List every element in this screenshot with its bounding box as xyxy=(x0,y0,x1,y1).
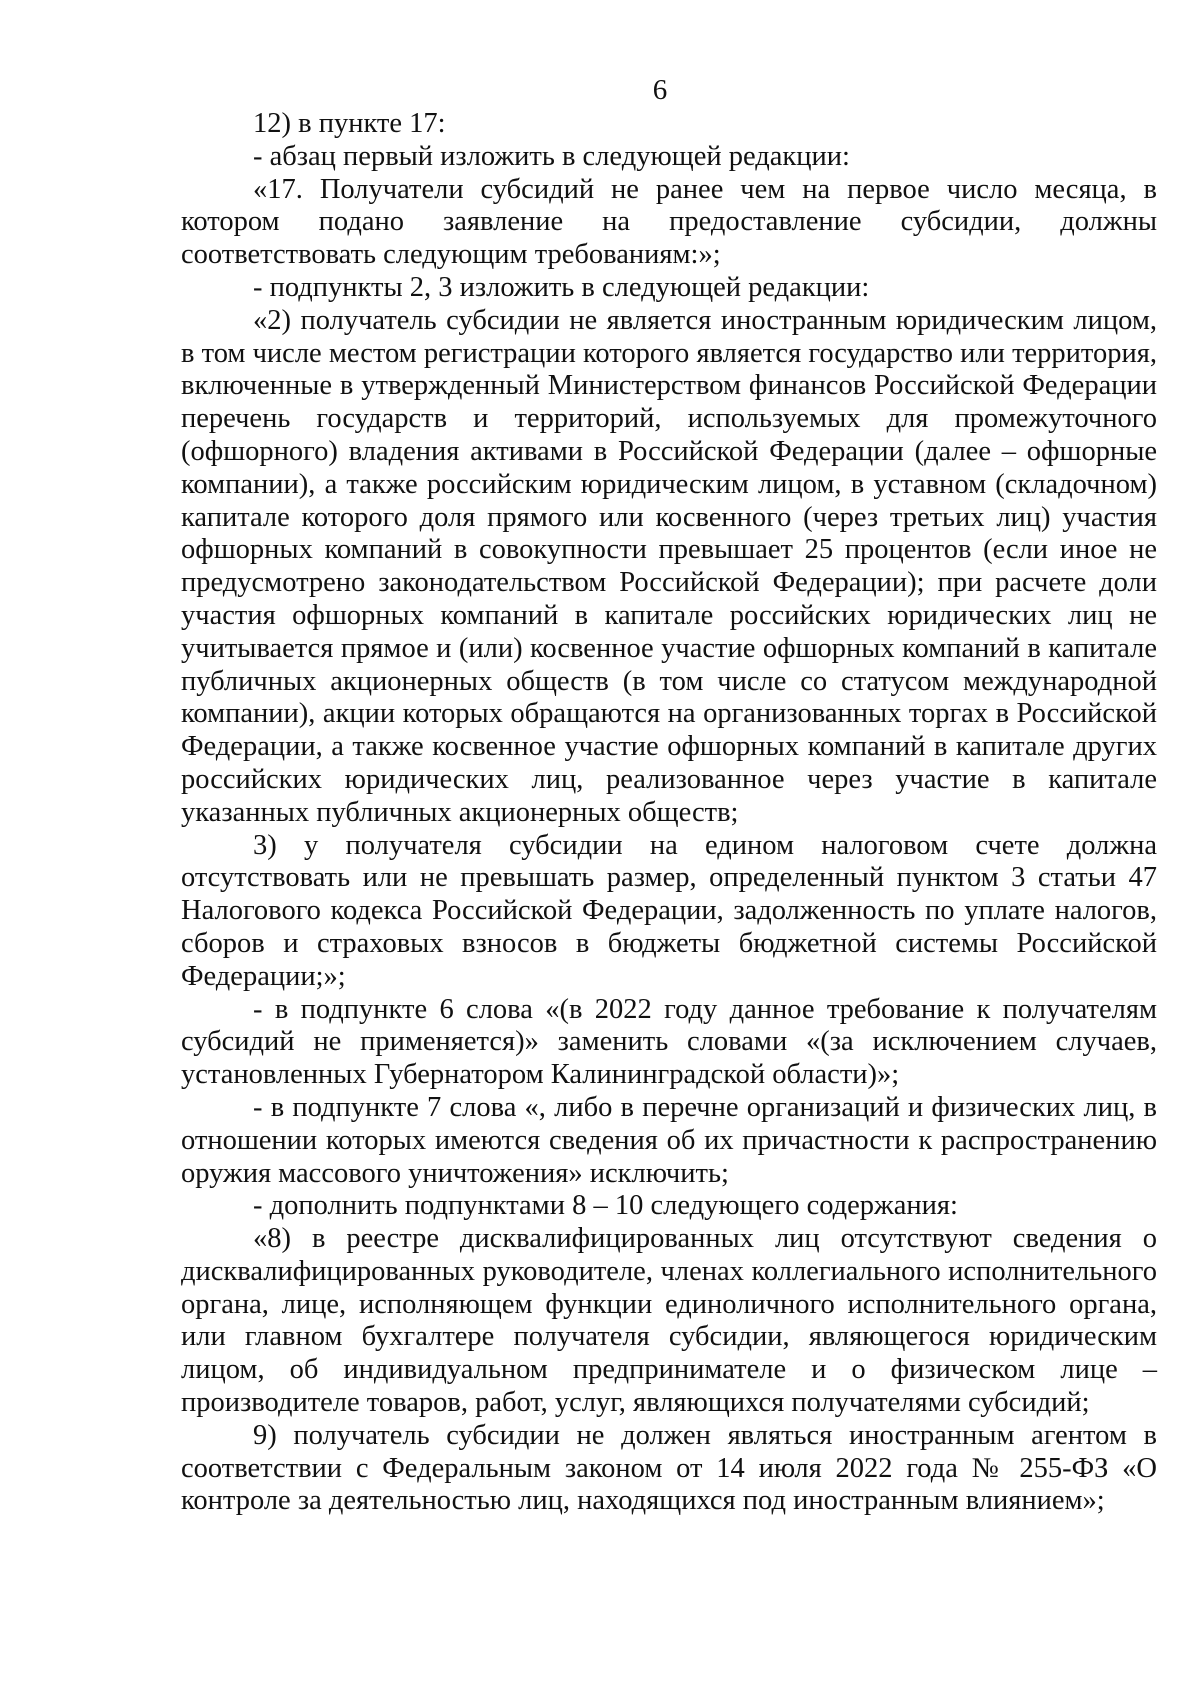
paragraph-subitem-7-change: - в подпункте 7 слова «, либо в перечне организаций и физических лиц, в отношении которых имеются сведения об их причастности к распространению оружия массового уничтожения» исключить; xyxy=(181,1091,1157,1189)
paragraph-subitem-3: 3) у получателя субсидии на едином налоговом счете должна отсутствовать или не превышать размер, определенный пунктом 3 статьи 47 Налогового кодекса Российской Федерации, задолженность по уплате налогов, сборов и страховых взносов в бюджеты бюджетной системы Российской Федерации;»; xyxy=(181,829,1157,992)
paragraph-item-12: 12) в пункте 17: xyxy=(253,108,446,139)
paragraph-subitem-6-change: - в подпункте 6 слова «(в 2022 году данное требование к получателям субсидий не применяется)» заменить словами «(за исключением случаев, установленных Губернатором Калининградской области)»; xyxy=(181,993,1157,1091)
paragraph-point-17: «17. Получатели субсидий не ранее чем на первое число месяца, в котором подано заявление на предоставление субсидии, должны соответствовать следующим требованиям:»; xyxy=(181,173,1157,271)
paragraph-subitem-9: 9) получатель субсидии не должен являться иностранным агентом в соответствии с Федеральным законом от 14 июля 2022 года № 255-ФЗ «О контроле за деятельностью лиц, находящихся под иностранным влиянием»; xyxy=(181,1419,1157,1517)
paragraph-subitems-2-3-instruction: - подпункты 2, 3 изложить в следующей редакции: xyxy=(253,271,870,303)
document-body xyxy=(181,108,1157,1518)
paragraph-supplement-instruction: - дополнить подпунктами 8 – 10 следующего содержания: xyxy=(253,1190,958,1222)
paragraph-first-paragraph-instruction: - абзац первый изложить в следующей редакции: xyxy=(253,140,850,172)
paragraph-subitem-8: «8) в реестре дисквалифицированных лиц отсутствуют сведения о дисквалифицированных руководителе, членах коллегиального исполнительного органа, лице, исполняющем функции единоличного исполнительного органа, или главном бухгалтере получателя субсидии, являющегося юридическим лицом, об индивидуальном предпринимателе и о физическом лице – производителе товаров, работ, услуг, являющихся получателями субсидий; xyxy=(181,1223,1157,1419)
page-number: 6 xyxy=(652,74,668,106)
paragraph-subitem-2: «2) получатель субсидии не является иностранным юридическим лицом, в том числе местом регистрации которого является государство или территория, включенные в утвержденный Министерством финансов Российской Федерации перечень государств и территорий, используемых для промежуточного (офшорного) владения активами в Российской Федерации (далее – офшорные компании), а также российским юридическим лицом, в уставном (складочном) капитале которого доля прямого или косвенного (через третьих лиц) участия офшорных компаний в совокупности превышает 25 процентов (если иное не предусмотрено законодательством Российской Федерации); при расчете доли участия офшорных компаний в капитале российских юридических лиц не учитывается прямое и (или) косвенное участие офшорных компаний в капитале публичных акционерных обществ (в том числе со статусом международной компании), акции которых обращаются на организованных торгах в Российской Федерации, а также косвенное участие офшорных компаний в капитале других российских юридических лиц, реализованное через участие в капитале указанных публичных акционерных обществ; xyxy=(181,304,1157,828)
